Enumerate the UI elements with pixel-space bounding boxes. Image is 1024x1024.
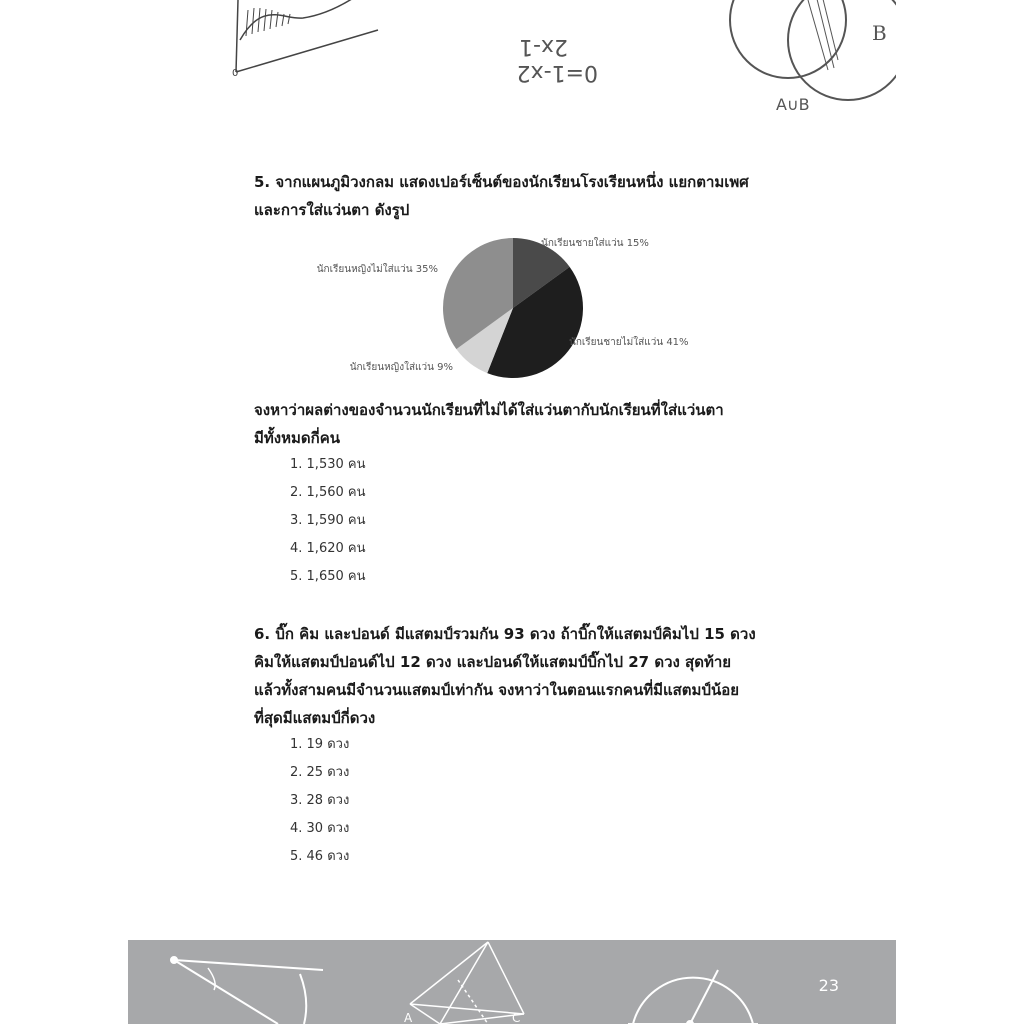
q5-option-5: 5. 1,650 คน: [290, 569, 366, 584]
pyramid-doodle: [410, 942, 524, 1024]
question-6-line-1: 6. บิ๊ก คิม และปอนด์ มีแสตมป์รวมกัน 93 ดวง ถ้าบิ๊กให้แสตมป์คิมไป 15 ดวง: [254, 625, 756, 643]
question-5-line-1: 5. จากแผนภูมิวงกลม แสดงเปอร์เซ็นต์ของนักเรียนโรงเรียนหนึ่ง แยกตามเพศ: [254, 173, 749, 191]
pie-chart-svg: [303, 230, 723, 390]
document-page: [128, 0, 896, 1024]
doodle-svg: [128, 0, 896, 130]
footer-band: [128, 940, 896, 1024]
q6-option-1: 1. 19 ดวง: [290, 737, 350, 752]
pie-label-2: นักเรียนชายไม่ใส่แว่น 41%: [569, 337, 689, 348]
footer-label-c: C: [512, 1011, 521, 1024]
q6-option-4: 4. 30 ดวง: [290, 821, 350, 836]
question-6-line-4: ที่สุดมีแสตมป์กี่ดวง: [254, 709, 376, 727]
venn-diagram-doodle: [730, 0, 896, 100]
page-number: 23: [818, 976, 839, 995]
question-5-prompt-line-2: มีทั้งหมดกี่คน: [254, 429, 340, 447]
svg-text:0: 0: [232, 68, 239, 79]
question-5-text: [254, 168, 774, 224]
pie-label-1: นักเรียนชายใส่แว่น 15%: [541, 238, 649, 249]
angle-doodle: [171, 957, 323, 1024]
q5-option-3: 3. 1,590 คน: [290, 513, 366, 528]
q6-option-5: 5. 46 ดวง: [290, 849, 350, 864]
question-5-line-2: และการใส่แว่นตา ดังรูป: [254, 201, 410, 219]
pie-label-3: นักเรียนหญิงใส่แว่น 9%: [349, 362, 453, 373]
pie-label-4: นักเรียนหญิงไม่ใส่แว่น 35%: [316, 264, 438, 275]
q6-option-3: 3. 28 ดวง: [290, 793, 350, 808]
q6-option-2: 2. 25 ดวง: [290, 765, 350, 780]
question-5-prompt-line-1: จงหาว่าผลต่างของจำนวนนักเรียนที่ไม่ได้ใส่แว่นตากับนักเรียนที่ใส่แว่นตา: [254, 401, 724, 419]
footer-doodles: [128, 940, 896, 1024]
question-5-prompt: [254, 396, 774, 452]
q5-option-2: 2. 1,560 คน: [290, 485, 366, 500]
question-6-text: [254, 620, 774, 732]
q5-option-1: 1. 1,530 คน: [290, 457, 366, 472]
equation-doodle-2: 0=1-x2: [516, 60, 598, 85]
question-6-options: [290, 731, 349, 871]
graph-doodle: [236, 0, 378, 72]
venn-label-b: B: [872, 21, 887, 45]
q5-option-4: 4. 1,620 คน: [290, 541, 366, 556]
question-5-options: [290, 451, 365, 591]
question-6-line-3: แล้วทั้งสามคนมีจำนวนแสตมป์เท่ากัน จงหาว่าในตอนแรกคนที่มีแสตมป์น้อย: [254, 681, 739, 699]
top-math-doodles: [128, 0, 896, 130]
question-6-line-2: คิมให้แสตมป์ปอนด์ไป 12 ดวง และปอนด์ให้แสตมป์บิ๊กไป 27 ดวง สุดท้าย: [254, 653, 732, 671]
footer-label-a: A: [404, 1011, 413, 1024]
circle-doodle: [628, 970, 758, 1024]
equation-doodle-1: 2x-1: [519, 34, 568, 59]
pie-chart: [303, 230, 723, 390]
venn-label-union: A∪B: [776, 95, 810, 114]
